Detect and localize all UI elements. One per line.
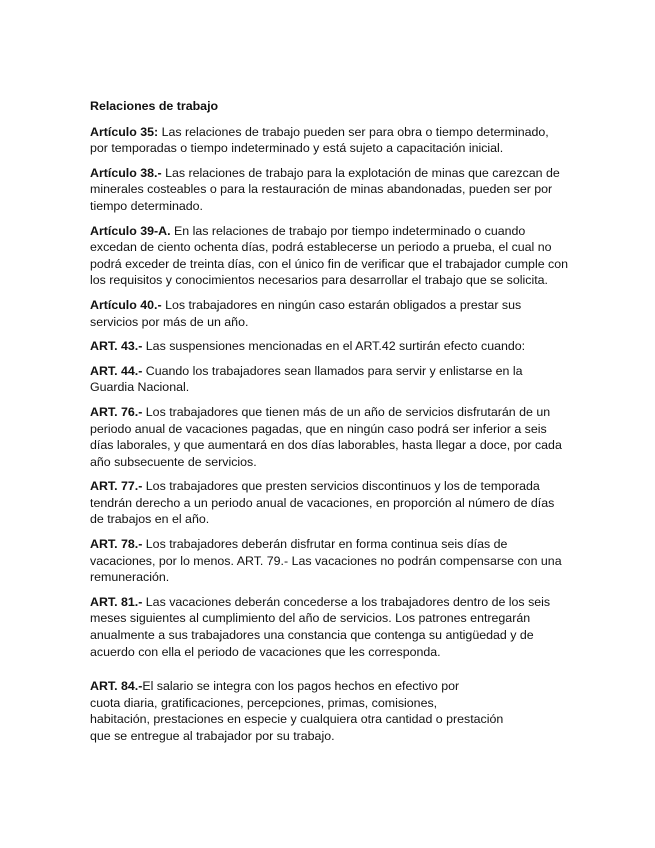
article-39a: [90, 223, 570, 289]
article-44: [90, 363, 570, 396]
article-38: [90, 165, 570, 215]
article-text: Los trabajadores deberán disfrutar en forma continua seis días de vacaciones, por lo menos. ART. 79.- Las vacaciones no podrán compensarse con una remuneración.: [90, 537, 562, 585]
article-label: Artículo 35:: [90, 124, 159, 139]
article-76: [90, 404, 570, 470]
article-label: Artículo 40.-: [90, 297, 162, 312]
article-84-line: [90, 678, 570, 695]
article-84-line: cuota diaria, gratificaciones, percepciones, primas, comisiones,: [90, 695, 438, 710]
article-label: ART. 43.-: [90, 339, 143, 354]
article-text: Los trabajadores que tienen más de un año de servicios disfrutarán de un periodo anual de vacaciones pagadas, que en ningún caso podrá ser inferior a seis días laborales, y que aumentará en dos días laborables, hasta llegar a doce, por cada año subsecuente de servicios.: [90, 404, 562, 469]
article-label: ART. 78.-: [90, 537, 143, 552]
article-label: ART. 77.-: [90, 479, 143, 494]
article-text: En las relaciones de trabajo por tiempo indeterminado o cuando excedan de ciento ochenta días, podrá establecerse un periodo a prueba, el cual no podrá exceder de treinta días, con el único fin de verificar que el trabajador cumple con los requisitos y conocimientos necesarios para desarrollar el trabajo que se solicita.: [90, 223, 569, 288]
article-text: Los trabajadores en ningún caso estarán obligados a prestar sus servicios por más de un año.: [90, 297, 522, 329]
document-title: Relaciones de trabajo: [90, 99, 219, 113]
article-84: [90, 678, 570, 744]
article-text: Los trabajadores que presten servicios discontinuos y los de temporada tendrán derecho a un periodo anual de vacaciones, en proporción al número de días de trabajos en el año.: [90, 479, 555, 527]
article-40: [90, 297, 570, 330]
article-text: El salario se integra con los pagos hechos en efectivo por: [142, 679, 460, 694]
document-page: [90, 98, 570, 753]
article-43: [90, 338, 570, 355]
article-81: [90, 594, 570, 660]
article-label: ART. 76.-: [90, 404, 143, 419]
article-77: [90, 478, 570, 528]
article-text: Cuando los trabajadores sean llamados para servir y enlistarse en la Guardia Nacional.: [90, 363, 523, 395]
article-text: Las relaciones de trabajo para la explotación de minas que carezcan de minerales costeables o para la restauración de minas abandonadas, pueden ser por tiempo determinado.: [90, 165, 560, 213]
article-84-line: habitación, prestaciones en especie y cualquiera otra cantidad o prestación: [90, 712, 504, 727]
article-label: Artículo 38.-: [90, 165, 162, 180]
article-84-line: que se entregue al trabajador por su trabajo.: [90, 729, 335, 743]
article-text: Las vacaciones deberán concederse a los trabajadores dentro de los seis meses siguientes al cumplimiento del año de servicios. Los patrones entregarán anualmente a sus trabajadores una constancia que contenga su antigüedad y de acuerdo con ella el periodo de vacaciones que les corresponda.: [90, 594, 551, 659]
article-text: Las suspensiones mencionadas en el ART.42 surtirán efecto cuando:: [145, 339, 526, 354]
article-label: ART. 44.-: [90, 363, 143, 378]
article-78: [90, 536, 570, 586]
article-label: Artículo 39-A.: [90, 223, 171, 238]
article-text: Las relaciones de trabajo pueden ser para obra o tiempo determinado, por temporadas o tiempo indeterminado y está sujeto a capacitación inicial.: [90, 124, 549, 156]
article-35: [90, 124, 570, 157]
article-label: ART. 84.-: [90, 679, 143, 694]
article-label: ART. 81.-: [90, 594, 143, 609]
